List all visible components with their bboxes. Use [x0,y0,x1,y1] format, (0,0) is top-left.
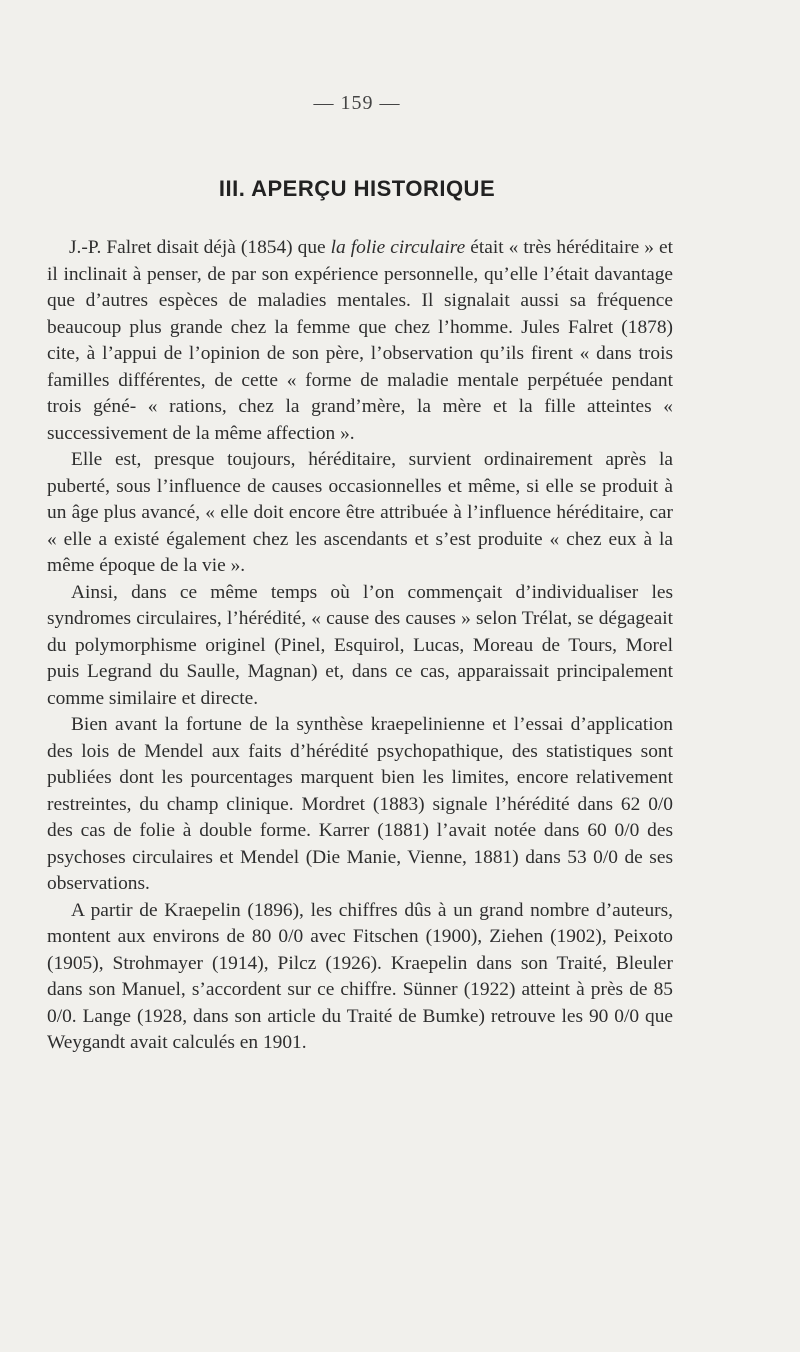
section-title: III. APERÇU HISTORIQUE [218,176,496,201]
italic-term-folie-circulaire: la folie circulaire [330,237,466,258]
paragraph-2: Elle est, presque toujours, héréditaire, survient ordinairement après la puberté, sous l’influence de causes occasionnelles et même, si elle se produit à un âge plus avancé, « elle doit encore être attribuée à l’influence héréditaire, car « elle a existé également chez les ascendants et s’est produite « chez eux à la même époque de la vie ». [47,449,673,576]
body-text [47,235,673,1057]
paragraph-3: Ainsi, dans ce même temps où l’on commençait d’individualiser les syndromes circulaires, l’hérédité, « cause des causes » selon Trélat, se dégageait du polymorphisme originel (Pinel, Esquirol, Lucas, Moreau de Tours, Morel puis Legrand du Saulle, Magnan) et, dans ce cas, apparaissait principalement comme similaire et directe. [47,581,673,709]
paragraph-4: Bien avant la fortune de la synthèse kraepelinienne et l’essai d’application des lois de Mendel aux faits d’hérédité psychopathique, des statistiques sont publiées dont les pourcentages marquent bien les limites, encore relativement restreintes, du champ clinique. Mordret (1883) signale l’hérédité dans 62 0/0 des cas de folie à double forme. Karrer (1881) l’avait notée dans 60 0/0 des psychoses circulaires et Mendel (Die Manie, Vienne, 1881) dans 53 0/0 de ses observations. [47,714,673,894]
page-number: — 159 — [313,92,401,114]
paragraph-1-text-start: J.-P. Falret disait déjà (1854) que [69,237,331,258]
paragraph-5: A partir de Kraepelin (1896), les chiffres dûs à un grand nombre d’auteurs, montent aux environs de 80 0/0 avec Fitschen (1900), Ziehen (1902), Peixoto (1905), Strohmayer (1914), Pilcz (1926). Kraepelin dans son Traité, Bleuler dans son Manuel, s’accordent sur ce chiffre. Sünner (1922) atteint à près de 85 0/0. Lange (1928, dans son article du Traité de Bumke) retrouve les 90 0/0 que Weygandt avait calculés en 1901. [47,899,673,1053]
paragraph-1 [47,235,673,447]
paragraph-1-text-end: était « très héréditaire » et il inclinait à penser, de par son expérience personnelle, qu’elle l’était davantage que d’autres espèces de maladies mentales. Il signalait aussi sa fréquence beaucoup plus grande chez la femme que chez l’homme. Jules Falret (1878) cite, à l’appui de l’opinion de son père, l’observation qu’ils firent « dans trois familles différentes, de cette « forme de maladie mentale perpétuée pendant trois géné- « rations, chez la grand’mère, la mère et la fille atteintes « successivement de la même affection ». [47,237,673,444]
